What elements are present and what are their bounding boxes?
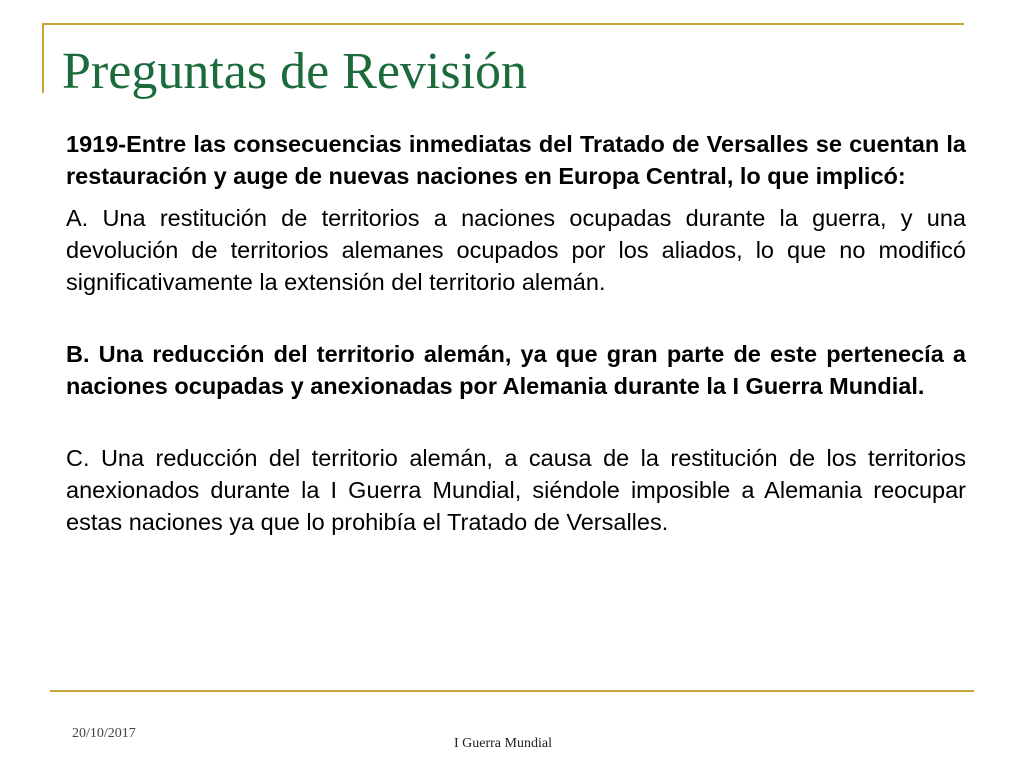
- top-accent-line: [42, 23, 964, 25]
- slide-title: Preguntas de Revisión: [62, 43, 528, 100]
- footer-date: 20/10/2017: [72, 726, 136, 741]
- question-text: 1919-Entre las consecuencias inmediatas del Tratado de Versalles se cuentan la restauración y auge de nuevas naciones en Europa Central, lo que implicó:: [66, 131, 966, 189]
- option-b: B. Una reducción del territorio alemán, ya que gran parte de este pertenecía a naciones ocupadas y anexionadas por Alemania durante la I Guerra Mundial.: [66, 341, 966, 399]
- left-accent-line: [42, 23, 44, 93]
- footer-presentation-title: I Guerra Mundial: [454, 736, 552, 751]
- option-c: C. Una reducción del territorio alemán, a causa de la restitución de los territorios anexionados durante la I Guerra Mundial, siéndole imposible a Alemania reocupar estas naciones ya que lo prohibía el Tratado de Versalles.: [66, 445, 966, 535]
- option-a: A. Una restitución de territorios a naciones ocupadas durante la guerra, y una devolución de territorios alemanes ocupados por los aliados, lo que no modificó significativamente la extensión del territorio alemán.: [66, 205, 966, 295]
- bottom-accent-line: [50, 690, 974, 692]
- slide-body: [66, 128, 966, 538]
